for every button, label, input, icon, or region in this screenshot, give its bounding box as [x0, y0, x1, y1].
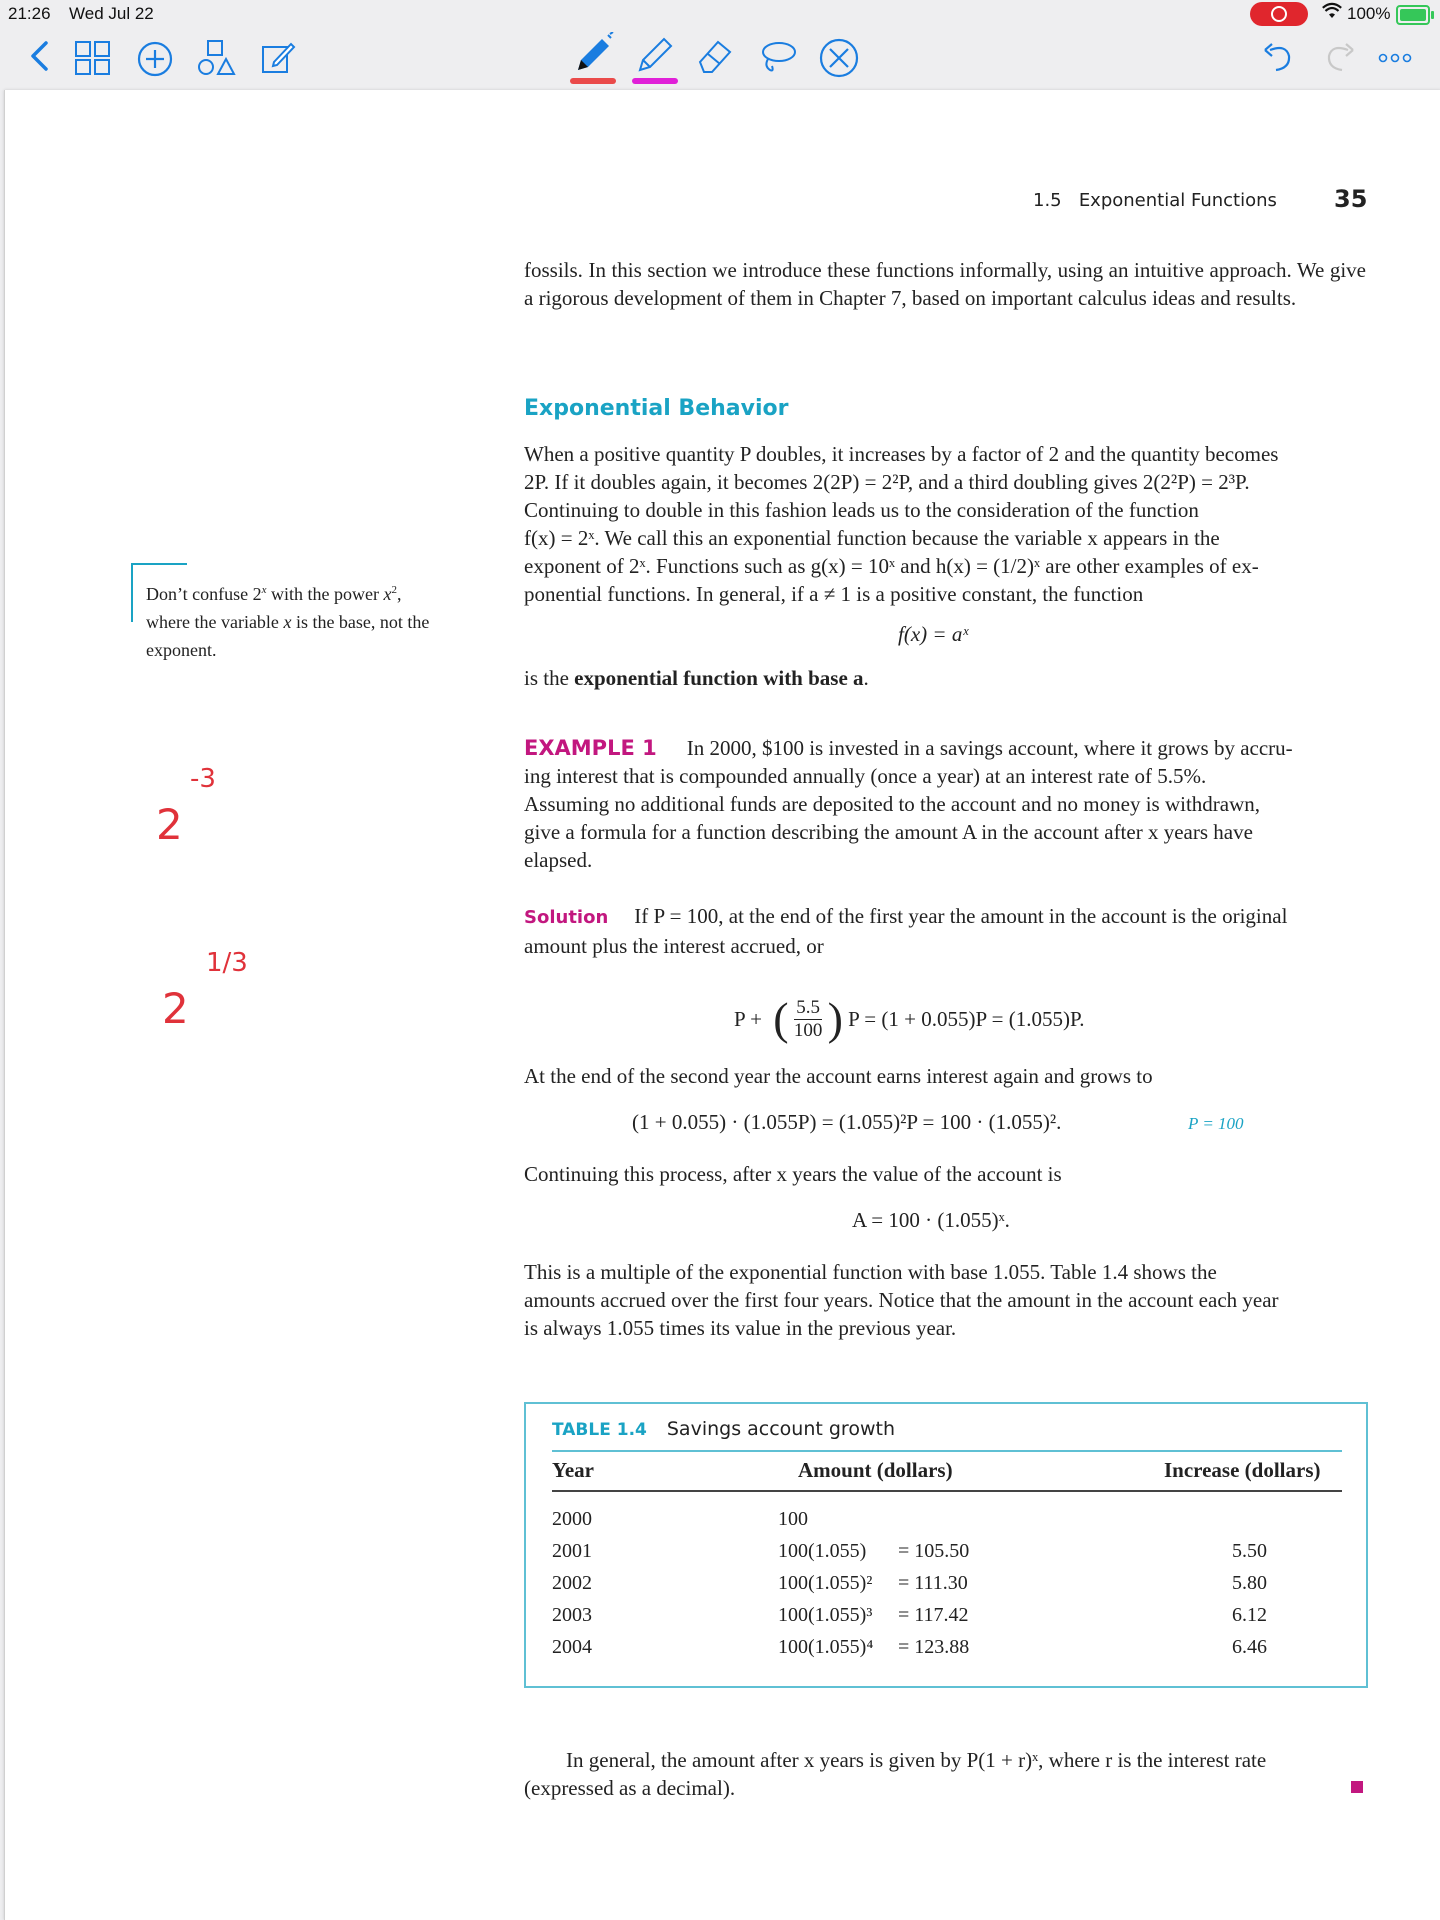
definition-period: .: [863, 666, 869, 690]
edit-note-icon[interactable]: [260, 40, 296, 76]
cell-value: = 105.50: [898, 1540, 970, 1562]
equation-second-year: (1 + 0.055) · (1.055P) = (1.055)²P = 100 · (1.055)².: [632, 1110, 1062, 1134]
eraser-tool-icon[interactable]: [696, 36, 736, 74]
text-line: ing interest that is compounded annually (once a year) at an interest rate of 5.5%.: [524, 764, 1207, 788]
column-header-amount: Amount (dollars): [798, 1458, 953, 1482]
note-text: where the variable: [146, 612, 284, 632]
text-line: In 2000, $100 is invested in a savings account, where it grows by accru-: [686, 736, 1293, 760]
add-circle-icon[interactable]: [136, 40, 174, 78]
section-number: 1.5: [1033, 190, 1062, 211]
cell-year: 2003: [552, 1604, 592, 1626]
example-paragraph: [524, 734, 1366, 874]
cell-increase: 6.12: [1232, 1604, 1267, 1626]
text-line: f(x) = 2ˣ. We call this an exponential function because the variable x appears in the: [524, 526, 1220, 550]
thumbnails-grid-icon[interactable]: [74, 40, 112, 76]
section-heading: Exponential Behavior: [524, 396, 789, 421]
table-caption: [552, 1418, 895, 1440]
lasso-tool-icon[interactable]: [758, 38, 798, 74]
intro-paragraph: fossils. In this section we introduce these functions informally, using an intuitive approach. We give a rigorous development of them in Chapter 7, based on important calculus ideas and results.: [524, 258, 1366, 310]
definition-text: is the: [524, 666, 575, 690]
right-paren: ): [827, 993, 843, 1044]
fraction: [794, 997, 823, 1042]
solution-paragraph: [524, 902, 1366, 960]
wifi-icon: [1322, 2, 1342, 25]
table-rule: [552, 1450, 1342, 1452]
cell-amount: 100(1.055)⁴: [778, 1636, 874, 1658]
text-line: give a formula for a function describing the amount A in the account after x years have: [524, 820, 1253, 844]
example-label: EXAMPLE 1: [524, 736, 657, 760]
cell-year: 2004: [552, 1636, 592, 1658]
eq-lhs: P +: [734, 1006, 762, 1031]
cell-amount: 100(1.055): [778, 1540, 867, 1562]
continuing-text: Continuing this process, after x years the value of the account is: [524, 1162, 1062, 1186]
handwritten-exponent[interactable]: 1/3: [206, 948, 248, 978]
definition-line: [524, 664, 1366, 692]
text-line: amounts accrued over the first four years. Notice that the amount in the account each year: [524, 1288, 1279, 1312]
end-of-example-marker: [1351, 1781, 1363, 1793]
running-header: [1033, 190, 1277, 211]
text-line: is always 1.055 times its value in the previous year.: [524, 1316, 957, 1340]
text-line: (expressed as a decimal).: [524, 1776, 736, 1800]
status-time: 21:26: [8, 4, 51, 23]
multiple-paragraph: [524, 1258, 1366, 1342]
laser-pointer-icon[interactable]: [818, 37, 860, 79]
highlighter-tool-icon[interactable]: [634, 32, 678, 74]
text-line: Assuming no additional funds are deposited to the account and no money is withdrawn,: [524, 792, 1261, 816]
cell-amount: 100: [778, 1508, 808, 1530]
text-line: Continuing to double in this fashion leads us to the consideration of the function: [524, 498, 1199, 522]
cell-amount: 100(1.055)²: [778, 1572, 873, 1594]
fraction-numerator: 5.5: [794, 997, 823, 1020]
second-year-text: At the end of the second year the account earns interest again and grows to: [524, 1064, 1153, 1088]
more-options-icon[interactable]: [1378, 53, 1412, 63]
text-line: This is a multiple of the exponential function with base 1.055. Table 1.4 shows the: [524, 1260, 1217, 1284]
text-line: 2P. If it doubles again, it becomes 2(2P) = 2²P, and a third doubling gives 2(2²P) = 2³P.: [524, 470, 1250, 494]
undo-icon[interactable]: [1262, 40, 1294, 74]
screen-record-icon[interactable]: [1250, 2, 1308, 26]
table-number: TABLE 1.4: [552, 1420, 647, 1440]
cell-year: 2001: [552, 1540, 592, 1562]
pen-color-indicator: [570, 78, 616, 84]
highlighter-color-indicator: [632, 78, 678, 84]
page-number: 35: [1334, 185, 1368, 213]
status-date: Wed Jul 22: [69, 4, 154, 23]
note-text: is the base, not the exponent.: [146, 612, 430, 660]
savings-table: [524, 1402, 1368, 1688]
cell-value: = 117.42: [898, 1604, 969, 1626]
fraction-denominator: 100: [793, 1019, 823, 1041]
handwritten-base[interactable]: 2: [162, 984, 189, 1033]
solution-label: Solution: [524, 907, 609, 928]
section-title: Exponential Functions: [1078, 190, 1277, 211]
handwritten-base[interactable]: 2: [156, 800, 183, 849]
text-line: elapsed.: [524, 848, 593, 872]
battery-icon: [1396, 5, 1430, 25]
table-title: Savings account growth: [666, 1418, 895, 1440]
margin-equation-note: P = 100: [1188, 1114, 1244, 1133]
table-rule: [552, 1490, 1342, 1492]
cell-value: = 111.30: [898, 1572, 968, 1594]
behavior-paragraph: [524, 440, 1366, 608]
text-line: ponential functions. In general, if a ≠ 1 is a positive constant, the function: [524, 582, 1144, 606]
equation-general: A = 100 · (1.055)ˣ.: [852, 1208, 1010, 1232]
column-header-year: Year: [552, 1458, 594, 1482]
cell-increase: 5.80: [1232, 1572, 1267, 1594]
app-toolbar: [0, 28, 1440, 90]
note-text: Don’t confuse 2: [146, 584, 262, 604]
cell-year: 2000: [552, 1508, 592, 1530]
text-line: If P = 100, at the end of the first year the amount in the account is the original: [634, 904, 1288, 928]
shapes-icon[interactable]: [196, 39, 236, 77]
pen-tool-icon[interactable]: [572, 32, 616, 74]
note-text: ,: [397, 584, 402, 604]
redo-icon[interactable]: [1324, 40, 1356, 74]
eq-rhs: P = (1 + 0.055)P = (1.055)P.: [848, 1006, 1085, 1031]
definition-term: exponential function with base a: [574, 666, 864, 690]
cell-increase: 6.46: [1232, 1636, 1267, 1658]
cell-amount: 100(1.055)³: [778, 1604, 873, 1626]
column-header-increase: Increase (dollars): [1164, 1458, 1321, 1482]
text-line: exponent of 2ˣ. Functions such as g(x) = 10ˣ and h(x) = (1/2)ˣ are other examples of ex-: [524, 554, 1259, 578]
left-paren: (: [773, 993, 789, 1044]
status-bar: [0, 0, 1440, 28]
cell-year: 2002: [552, 1572, 592, 1594]
cell-increase: 5.50: [1232, 1540, 1267, 1562]
battery-percent: 100%: [1347, 4, 1391, 23]
back-chevron-icon[interactable]: [28, 40, 52, 72]
equation-fx: f(x) = aˣ: [898, 622, 969, 646]
note-text: with the power: [266, 584, 384, 604]
handwritten-exponent[interactable]: -3: [190, 764, 216, 794]
text-line: When a positive quantity P doubles, it increases by a factor of 2 and the quantity becomes: [524, 442, 1279, 466]
text-line: amount plus the interest accrued, or: [524, 934, 824, 958]
equation-first-year: [734, 993, 1085, 1044]
cell-value: = 123.88: [898, 1636, 970, 1658]
general-paragraph: [524, 1746, 1366, 1802]
text-line: In general, the amount after x years is given by P(1 + r)ˣ, where r is the interest rate: [566, 1748, 1267, 1772]
